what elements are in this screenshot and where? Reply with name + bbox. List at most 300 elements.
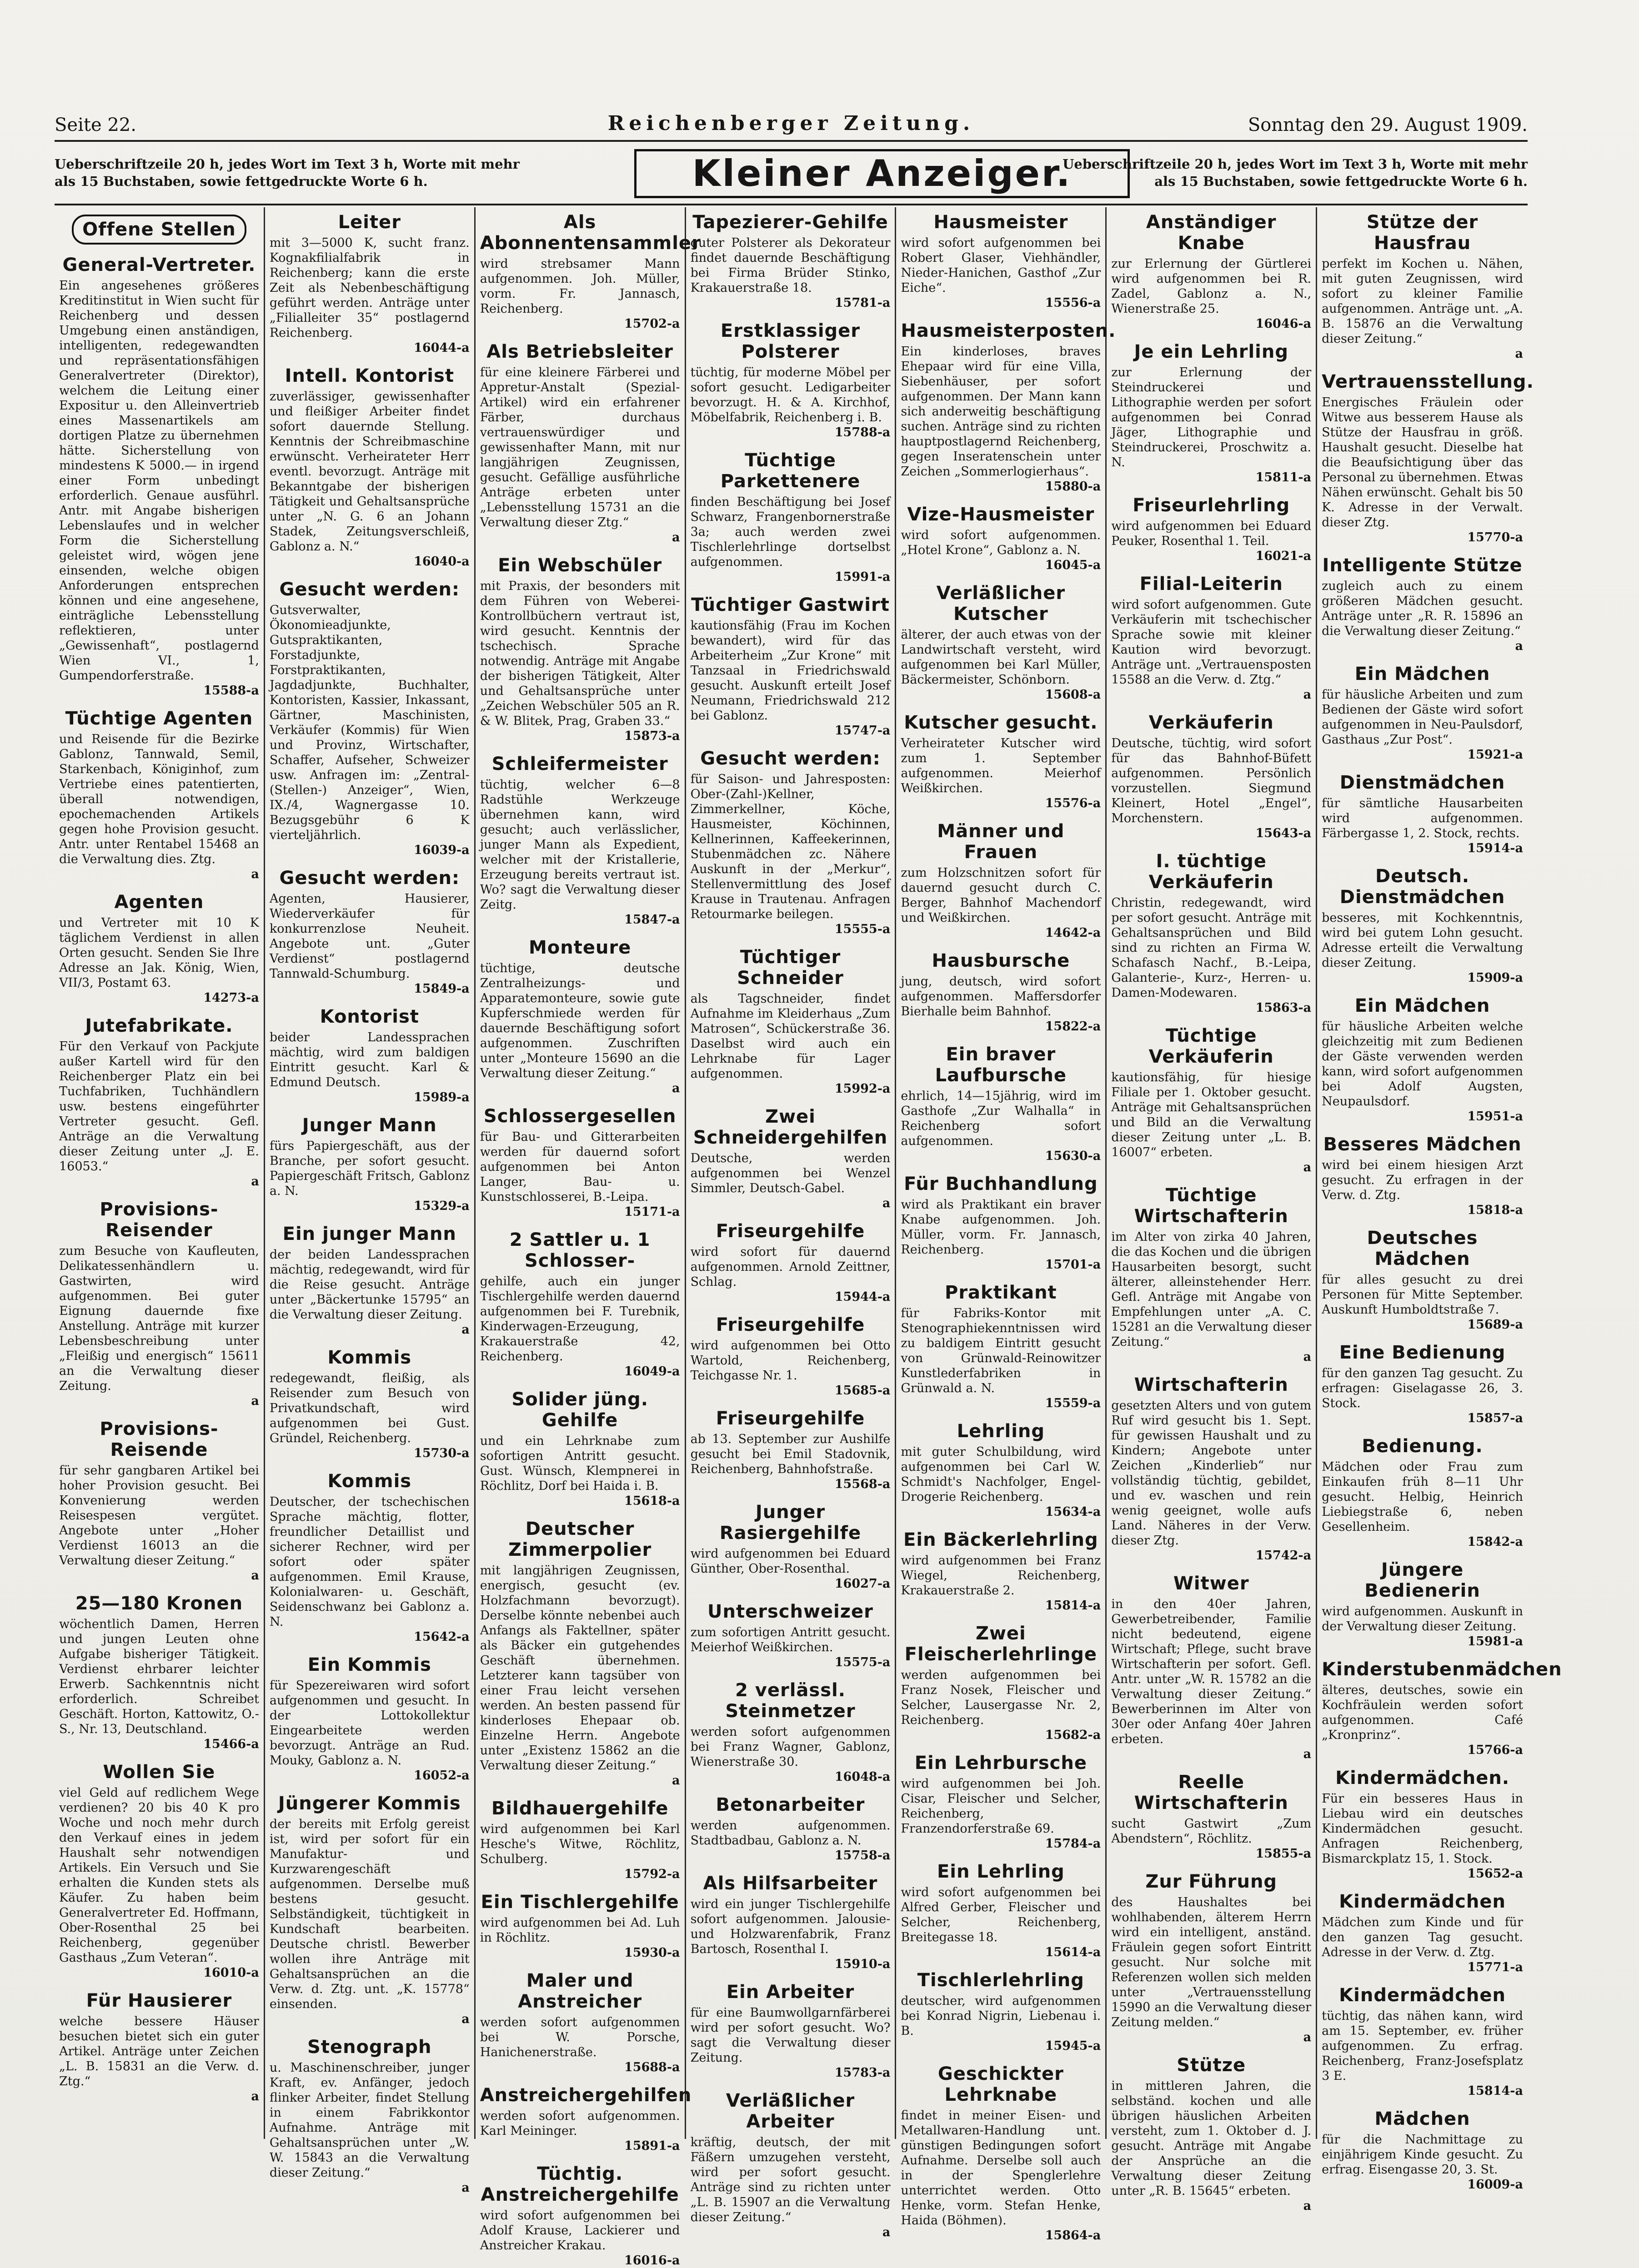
column-5 (896, 207, 1116, 2243)
ad-text: und ein Lehrknabe zum sofortigen Antritt gesucht. Gust. Wünsch, Klempnerei in Röchlitz, Dorf bei Haida i. B. (480, 1434, 680, 1493)
classified-ad (691, 1408, 891, 1492)
ad-title: Männer und Frauen (937, 821, 1065, 863)
ad-text: zum sofortigen Antritt gesucht. Meierhof Weißkirchen. (690, 1625, 891, 1654)
ad-title: Schlossergesellen (483, 1106, 677, 1127)
ad-code: a (1303, 1350, 1312, 1364)
ad-code: 14273-a (203, 991, 259, 1005)
ad-text: gesetzten Alters und von gutem Ruf wird gesucht bis 1. Sept. für gewissen Haushalt und zu Kindern; Angebote unter Zeichen „Kinderlieb“ nur vollständig tüchtig, gebildet, und ev. waschen und rein wenig geeignet, wolle aufs Land. Näheres in der Verw. dieser Ztg. (1111, 1399, 1312, 1548)
ad-code: a (1515, 639, 1523, 653)
ad-code: 16021-a (1255, 549, 1312, 563)
classified-ad (270, 579, 470, 858)
ad-code: 15909-a (1467, 971, 1523, 985)
ad-text: älterer, der auch etwas von der Landwirtschaft versteht, wird aufgenommen bei Karl Müller, Bäckermeister, Schönborn. (901, 628, 1101, 687)
classified-ad (1111, 1573, 1311, 1762)
ad-code: 15783-a (834, 2066, 891, 2080)
ad-code: 15702-a (624, 317, 680, 331)
ad-code: a (251, 1569, 259, 1583)
ad-title: Kinderstubenmädchen (1322, 1659, 1562, 1680)
ad-code: a (461, 1323, 470, 1337)
ad-title: Deutsches Mädchen (1367, 1228, 1478, 1269)
ad-text: wird sofort aufgenommen. „Hotel Krone“, Gablonz a. N. (901, 528, 1101, 557)
ad-text: älteres, deutsches, sowie ein Kochfräulein werden sofort aufgenommen. Café „Kronprinz“. (1322, 1683, 1523, 1742)
column-3 (476, 207, 701, 2268)
classified-ad (1322, 1768, 1523, 1881)
ad-code: 15575-a (834, 1655, 891, 1669)
ad-title: Als Betriebsleiter (486, 341, 673, 362)
ad-title: Hausmeister (933, 212, 1068, 233)
ad-code: a (461, 2181, 470, 2195)
ad-title: Ein Mädchen (1354, 995, 1490, 1016)
ad-title: Kontorist (320, 1006, 419, 1027)
ad-text: Verheirateter Kutscher wird zum 1. September aufgenommen. Meierhof Weißkirchen. (901, 736, 1101, 795)
ad-code: 15701-a (1045, 1258, 1101, 1272)
ad-text: werden sofort aufgenommen bei W. Porsche, Hanichenerstraße. (480, 2015, 680, 2059)
ad-code: 15811-a (1255, 470, 1312, 485)
ad-code: 15784-a (1045, 1837, 1101, 1851)
ad-title: General-Vertreter. (62, 255, 256, 275)
ad-title: Kommis (327, 1471, 412, 1492)
classified-ad (1322, 1559, 1523, 1649)
ad-text: der beiden Landessprachen mächtig, redegewandt, wird für die Reise gesucht. Anträge unter „Bäckertunke 15795“ an die Verwaltung dieser Zeitung. (269, 1248, 470, 1322)
classified-ad (480, 1106, 680, 1219)
ad-code: 15788-a (834, 425, 891, 440)
ad-code: a (251, 2089, 259, 2103)
ad-text: sucht Gastwirt „Zum Abendstern“, Röchlitz. (1111, 1817, 1312, 1846)
ad-text: beider Landessprachen mächtig, wird zum baldigen Eintritt gesucht. Karl & Edmund Deutsch. (269, 1030, 470, 1089)
classified-ad (1322, 995, 1523, 1124)
ad-text: guter Polsterer als Dekorateur findet dauernde Beschäftigung bei Firma Brüder Stinko, Krakauerstraße 18. (690, 236, 891, 295)
ad-text: besseres, mit Kochkenntnis, wird bei gutem Lohn gesucht. Adresse erteilt die Verwaltung dieser Zeitung. (1322, 911, 1523, 970)
ad-text: wird sofort aufgenommen bei Adolf Krause, Lackierer und Anstreicher Krakau. (480, 2208, 680, 2253)
classified-ad (59, 1990, 259, 2104)
classified-ad (270, 1224, 470, 1337)
ad-title: Dienstmädchen (1339, 772, 1505, 793)
classified-ad (480, 1389, 680, 1509)
ad-code: 15944-a (834, 1290, 891, 1304)
ad-text: Für ein besseres Haus in Liebau wird ein deutsches Kindermädchen gesucht. Anfragen Reichenberg, Bismarckplatz 15, 1. Stock. (1322, 1792, 1523, 1866)
classified-ad (691, 1680, 891, 1784)
rate-note-left: Ueberschriftzeile 20 h, jedes Wort im Text 3 h, Worte mit mehr als 15 Buchstaben, sowie fettgedruckte Worte 6 h. (55, 156, 520, 189)
classified-ad (1322, 1134, 1523, 1218)
column-6 (1107, 207, 1317, 2213)
classified-ad (691, 1106, 891, 1211)
classified-ad (480, 1970, 680, 2075)
ad-title: Ein Bäckerlehrling (903, 1529, 1098, 1550)
ad-text: des Haushaltes bei wohlhabenden, älterem Herrn wird ein intelligent, anständ. Fräulein gegen sofort Eintritt gesucht. Nur solche mit Referenzen wollen sich melden unter „Vertrauensstellung 15990 an die Verwaltung dieser Zeitung melden.“ (1111, 1895, 1312, 2029)
classified-ad (901, 1421, 1101, 1519)
ad-title: Zwei Schneidergehilfen (693, 1106, 888, 1148)
classified-ad (1322, 555, 1523, 654)
ad-title: Bildhauergehilfe (491, 1798, 669, 1819)
classified-ad (270, 1115, 470, 1214)
ad-code: a (1303, 1160, 1312, 1174)
ad-text: jung, deutsch, wird sofort aufgenommen. Maffersdorfer Bierhalle beim Bahnhof. (901, 974, 1101, 1019)
ad-title: Kindermädchen (1339, 1985, 1506, 2006)
ad-text: wird strebsamer Mann aufgenommen. Joh. Müller, vorm. Fr. Jannasch, Reichenberg. (480, 257, 680, 316)
classified-ad (1322, 772, 1523, 856)
column-4 (686, 207, 897, 2239)
ad-code: a (1303, 688, 1312, 702)
ad-text: wöchentlich Damen, Herren und jungen Leuten ohne Aufgabe bisheriger Tätigkeit. Verdienst ehrbarer leichter Erwerb. Sachkenntnis nicht erforderlich. Schreibet Geschäft. Horton, Kattowitz, O.-S., Nr. 13, Deutschland. (59, 1617, 259, 1736)
column-1 (55, 207, 265, 2139)
ad-title: Leiter (338, 212, 401, 233)
ad-title: Gesucht werden: (279, 579, 460, 600)
ad-code: 15685-a (834, 1384, 891, 1398)
ad-text: zum Holzschnitzen sofort für dauernd gesucht durch C. Berger, Bahnhof Machendorf und Weißkirchen. (901, 866, 1101, 925)
ad-code: 15652-a (1467, 1867, 1523, 1881)
ad-code: 15688-a (624, 2060, 680, 2074)
ad-text: Deutsche, tüchtig, wird sofort für das Bahnhof-Büfett aufgenommen. Persönlich vorzustellen. Siegmund Kleinert, Hotel „Engel“, Morchenstern. (1111, 736, 1312, 825)
ad-text: für eine Baumwollgarnfärberei wird per sofort gesucht. Wo? sagt die Verwaltung dieser Zeitung. (690, 2006, 891, 2065)
ad-code: a (672, 1081, 680, 1095)
ad-title: I. tüchtige Verkäuferin (1148, 851, 1274, 893)
ad-title: Bedienung. (1362, 1436, 1483, 1457)
ad-code: 15792-a (624, 1867, 680, 1881)
ad-text: für häusliche Arbeiten welche gleichzeitig mit zum Bedienen der Gäste verwenden werden kann, wird sofort aufgenommen bei Adolf Augsten, Neupaulsdorf. (1322, 1019, 1523, 1109)
classified-ad (1111, 574, 1311, 702)
ad-title: Wollen Sie (103, 1762, 216, 1783)
ad-text: mit guter Schulbildung, wird aufgenommen bei Carl W. Schmidt's Nachfolger, Engel-Drogerie Reichenberg. (901, 1445, 1101, 1504)
ad-title: Tüchtige Wirtschafterin (1134, 1185, 1288, 1227)
classified-ad (1111, 212, 1311, 331)
ad-text: deutscher, wird aufgenommen bei Konrad Nigrin, Liebenau i. B. (901, 1994, 1101, 2038)
ad-text: und Vertreter mit 10 K täglichem Verdienst in allen Orten gesucht. Senden Sie Ihre Adresse an Jak. König, Wien, VII/3, Postamt 63. (59, 916, 259, 990)
ad-code: 15951-a (1467, 1109, 1523, 1124)
ad-text: für Saison- und Jahresposten: Ober-(Zahl-)Kellner, Zimmerkellner, Köche, Hausmeister, Köchinnen, Kellnerinnen, Kaffeekerinnen, Stubenmädchen zc. Nähere Auskunft in der „Merkur“, Stellenvermittlung des Josef Krause in Trautenau. Anfragen Retourmarke beilegen. (690, 772, 891, 921)
classified-ad (59, 892, 259, 1005)
ad-title: Anständiger Knabe (1146, 212, 1277, 254)
ad-code: 15588-a (203, 684, 259, 698)
ad-text: welche bessere Häuser besuchen bietet sich ein guter Artikel. Anträge unter Zeichen „L. B. 15831 an die Verw. d. Ztg.“ (59, 2014, 259, 2088)
ad-code: 15864-a (1045, 2228, 1101, 2243)
ad-code: 15818-a (1467, 1203, 1523, 1217)
classified-ad (1322, 1436, 1523, 1549)
ad-code: 15849-a (414, 982, 470, 996)
ad-code: a (672, 530, 680, 545)
ad-code: 15576-a (1045, 796, 1101, 810)
ad-text: Agenten, Hausierer, Wiederverkäufer für konkurrenzlose Neuheit. Angebote unt. „Guter Verdienst“ postlagernd Tannwald-Schumburg. (269, 892, 470, 981)
ad-text: zur Erlernung der Gürtlerei wird aufgenommen bei R. Zadel, Gablonz a. N., Wienerstraße 25. (1111, 257, 1312, 316)
classified-ad (1111, 1871, 1311, 2045)
ad-text: für Bau- und Gitterarbeiten werden für dauernd sofort aufgenommen bei Anton Langer, Bau- u. Kunstschlosserei, B.-Leipa. (480, 1130, 680, 1204)
ad-text: mit langjährigen Zeugnissen, energisch, gesucht (ev. Holzfachmann bevorzugt). Derselbe könnte nebenbei auch Anfangs als Faktellner, später als Bäcker ein gutgehendes Geschäft übernehmen. Letzterer kann tagsüber von einer Frau leicht versehen werden. An besten passend für kinderloses Ehepaar ob. Einzelne Herrn. Angebote unter „Existenz 15862 an die Verwaltung dieser Zeitung.“ (480, 1564, 680, 1773)
ad-text: tüchtig, das nähen kann, wird am 15. September, ev. früher aufgenommen. Zu erfrag. Reichenberg, Franz-Josefsplatz 3 E. (1322, 2009, 1523, 2083)
ad-code: 15559-a (1045, 1396, 1101, 1410)
ad-code: 16044-a (414, 341, 470, 355)
ad-code: a (251, 1394, 259, 1408)
ad-code: 15329-a (414, 1199, 470, 1213)
ad-code: 15945-a (1045, 2039, 1101, 2053)
ad-text: für sehr gangbaren Artikel bei hoher Provision gesucht. Bei Konvenierung werden Reisespesen vergütet. Angebote unter „Hoher Verdienst 16013 an die Verwaltung dieser Zeitung.“ (59, 1464, 259, 1568)
ad-title: Tüchtiger Schneider (737, 947, 844, 989)
ad-title: Als Hilfsarbeiter (703, 1873, 878, 1894)
classified-ad (691, 1873, 891, 1972)
ad-title: Wirtschafterin (1134, 1374, 1288, 1395)
ad-text: wird sofort aufgenommen bei Alfred Gerber, Fleischer und Selcher, Reichenberg, Breitegasse 18. (901, 1885, 1101, 1944)
classified-ad (1322, 1985, 1523, 2098)
ad-title: Ein Lehrling (937, 1861, 1065, 1882)
ad-title: Junger Mann (302, 1115, 437, 1136)
ad-title: Hausmeisterposten. (901, 320, 1116, 341)
classified-ad (901, 2063, 1101, 2243)
ad-text: Deutscher, der tschechischen Sprache mächtig, flotter, freundlicher Detaillist und sicherer Rechner, wird per sofort oder später aufgenommen. Emil Krause, Kolonialwaren- u. Geschäft, Seidenschwanz bei Gablonz a. N. (269, 1495, 470, 1629)
ad-text: mit Praxis, der besonders mit dem Führen von Weberei-Kontrollbüchern vertraut ist, wird gesucht. Kenntnis der tschechisch. Sprache notwendig. Anträge mit Angabe der bisherigen Tätigkeit, Alter und Gehaltsansprüche unter „Zeichen Webschüler 505 an R. & W. Blitek, Prag, Graben 33.“ (480, 579, 680, 728)
ad-text: für die Nachmittage zu einjährigem Kinde gesucht. Zu erfrag. Eisengasse 20, 3. St. (1322, 2133, 1523, 2177)
ad-title: Solider jüng. Gehilfe (511, 1389, 648, 1431)
ad-code: 15822-a (1045, 1019, 1101, 1034)
ad-title: Zur Führung (1145, 1871, 1278, 1892)
classified-ad (901, 1753, 1101, 1851)
ad-code: 16039-a (414, 843, 470, 857)
classified-ad (1111, 1025, 1311, 1175)
ad-code: 14642-a (1045, 926, 1101, 940)
classified-ad (901, 1282, 1101, 1411)
ad-text: zuverlässiger, gewissenhafter und fleißiger Arbeiter findet sofort dauernde Stellung. Kenntnis der Schreibmaschine erwünscht. Verheirateter Herr eventl. bevorzugt. Anträge mit Bekanntgabe der bisherigen Tätigkeit und Gehaltsansprüche unter „N. G. 6 an Johann Stadek, Zeitungsverschleiß, Gablonz a. N.“ (269, 390, 470, 554)
ad-title: Eine Bedienung (1339, 1342, 1506, 1363)
ad-code: 15568-a (834, 1477, 891, 1491)
ad-code: 15991-a (834, 570, 891, 584)
classified-ad (1322, 1228, 1523, 1332)
ad-title: Erstklassiger Polsterer (720, 320, 861, 362)
ad-text: wird aufgenommen bei Franz Wiegel, Reichenberg, Krakauerstraße 2. (901, 1554, 1101, 1598)
ad-title: Deutsch. Dienstmädchen (1339, 866, 1505, 908)
classified-ad (691, 1502, 891, 1591)
classified-ad (901, 583, 1101, 702)
classified-ad (691, 1982, 891, 2080)
ad-title: Filial-Leiterin (1139, 574, 1283, 594)
ad-code: 15608-a (1045, 688, 1101, 702)
ad-code: a (882, 2225, 891, 2239)
classified-ad (1322, 1891, 1523, 1975)
ad-text: tüchtig, welcher 6—8 Radstühle Werkzeuge übernehmen kann, wird gesucht; auch verlässlicher, junger Mann als Expedient, welcher mit der Kristallerie, Erzeugung bereits vertraut ist. Wo? sagt die Verwaltung dieser Zeitg. (480, 778, 680, 912)
classified-ad (691, 1314, 891, 1398)
ad-text: wird aufgenommen bei Ad. Luh in Röchlitz. (480, 1916, 680, 1945)
ad-code: 15643-a (1255, 826, 1312, 840)
ad-title: Betonarbeiter (716, 1794, 865, 1815)
classified-ad (270, 1793, 470, 2027)
ad-title: Intelligente Stütze (1322, 555, 1523, 576)
ad-title: 2 verlässl. Steinmetzer (725, 1680, 856, 1722)
ad-code: a (251, 867, 259, 881)
ad-code: 15682-a (1045, 1728, 1101, 1742)
ad-title: Anstreichergehilfen (480, 2085, 692, 2106)
ad-title: Ein Arbeiter (726, 1982, 855, 2003)
ad-text: werden sofort aufgenommen bei Franz Wagner, Gablonz, Wienerstraße 30. (690, 1725, 891, 1769)
classified-ad (1111, 341, 1311, 485)
ad-text: und Reisende für die Bezirke Gablonz, Tannwald, Semil, Starkenbach, Königinhof, zum Vertriebe eines patentierten, überall notwendigen, epochemachenden Artikels gegen hohe Provision gesucht. Antr. unter Rentabel 15468 an die Verwaltung dies. Ztg. (59, 732, 259, 866)
classified-ad (1111, 1185, 1311, 1364)
ad-title: Friseurlehrling (1133, 495, 1290, 516)
classified-ad (59, 1015, 259, 1189)
ad-title: Ein Mädchen (1354, 664, 1490, 684)
ad-title: Provisions-Reisender (100, 1199, 219, 1241)
ad-code: 16009-a (1467, 2178, 1523, 2192)
classified-ad (691, 1221, 891, 1304)
ad-text: wird sofort für dauernd aufgenommen. Arnold Zeittner, Schlag. (690, 1245, 891, 1289)
ad-title: 25—180 Kronen (75, 1593, 243, 1614)
ad-title: Ein Kommis (307, 1654, 431, 1675)
ad-title: Für Buchhandlung (904, 1174, 1098, 1194)
classified-ad (901, 320, 1116, 494)
classified-ad (480, 2163, 680, 2268)
classified-ad (691, 2090, 891, 2240)
classified-ad (1111, 1374, 1311, 1563)
ad-code: 15770-a (1467, 530, 1523, 545)
classified-ad (691, 1794, 891, 1863)
classified-ad (270, 868, 470, 996)
classified-ad (480, 754, 680, 927)
ad-title: Tüchtig. Anstreichergehilfe (481, 2163, 679, 2205)
ad-code: 16046-a (1255, 317, 1312, 331)
ad-text: für Spezereiwaren wird sofort aufgenommen und gesucht. In der Lottokollektur Eingearbeitete werden bevorzugt. Anträge an Rud. Mouky, Gablonz a. N. (269, 1679, 470, 1768)
ad-code: 15857-a (1467, 1411, 1523, 1425)
classified-ad (691, 594, 891, 738)
ad-text: Christin, redegewandt, wird per sofort gesucht. Anträge mit Gehaltsansprüchen und Bild sind zu richten an Firma W. Schafasch Nachf., B.-Leipa, Galanterie-, Kurz-, Herren- u. Damen-Modewaren. (1111, 896, 1312, 1000)
ad-title: Friseurgehilfe (716, 1408, 865, 1429)
ad-title: Friseurgehilfe (716, 1314, 865, 1335)
ad-code: 16052-a (414, 1768, 470, 1783)
page-header (55, 108, 1528, 142)
ad-code: 15781-a (834, 296, 891, 310)
ad-text: fürs Papiergeschäft, aus der Branche, per sofort gesucht. Papiergeschäft Fritsch, Gablonz a. N. (269, 1139, 470, 1198)
classified-ad (1322, 1659, 1562, 1758)
ad-title: Intell. Kontorist (285, 365, 454, 386)
ad-text: wird ein junger Tischlergehilfe sofort aufgenommen. Jalousie- und Holzwarenfabrik, Franz Bartosch, Rosenthal I. (690, 1897, 891, 1956)
ad-title: Verläßlicher Arbeiter (726, 2090, 855, 2132)
ad-title: Jüngere Bedienerin (1364, 1559, 1480, 1601)
classified-ad (1322, 212, 1523, 361)
classified-ad (59, 1593, 259, 1752)
classified-ad (480, 1229, 680, 1379)
classified-ad (1111, 851, 1311, 1015)
ad-code: 16010-a (203, 1966, 259, 1980)
classified-ad (480, 1892, 680, 1960)
ad-text: wird aufgenommen bei Joh. Cisar, Fleischer und Selcher, Reichenberg, Franzendorferstraße 69. (901, 1777, 1101, 1836)
ad-code: 15689-a (1467, 1318, 1523, 1332)
ad-code: a (1303, 1747, 1312, 1761)
classified-ad (901, 950, 1101, 1034)
ad-text: Ein angesehenes größeres Kreditinstitut in Wien sucht für Reichenberg und dessen Umgebung einen anständigen, intelligenten, redegewandten und repräsentationsfähigen Generalvertreter (Direktor), welchem die Leitung einer Expositur u. den Alleinvertrieb eines Massenartikels am dortigen Platze zu übernehmen hätte. Sicherstellung von mindestens K 5000.— in irgend einer Form unbedingt erforderlich. Genaue ausführl. Antr. mit Angabe bisherigen Lebenslaufes und in welcher Form die Sicherstellung geleistet wird, wögen jene einsenden, welche obigen Anforderungen entsprechen können und eine angesehene, einträgliche Lebensstellung reflektieren, unter „Gewissenhaft“, postlagernd Wien VI., 1, Gumpendorferstraße. (59, 279, 259, 683)
ad-text: u. Maschinenschreiber, junger Kraft, ev. Anfänger, jedoch flinker Arbeiter, findet Stellung in einem Fabrikkontor Aufnahme. Anträge mit Gehaltsansprüchen unter „W. W. 15843 an die Verwaltung dieser Zeitung.“ (269, 2061, 470, 2180)
ad-code: 15873-a (624, 729, 680, 743)
ad-title: Ein Lehrbursche (914, 1753, 1087, 1773)
ad-code: 15730-a (414, 1446, 470, 1460)
classified-ad (59, 1419, 259, 1583)
classified-ad (901, 1970, 1101, 2053)
ad-code: 15847-a (624, 913, 680, 927)
classified-ad (1322, 371, 1534, 545)
ad-text: mit 3—5000 K, sucht franz. Kognakfilialfabrik in Reichenberg; kann die erste Zeit als Nebenbeschäftigung geführt werden. Anträge unter „Filialleiter 35“ postlagernd Reichenberg. (269, 236, 470, 340)
ad-title: Stenograph (307, 2037, 432, 2058)
ad-code: 15910-a (834, 1957, 891, 1971)
ad-code: 15556-a (1045, 296, 1101, 310)
section-heading (59, 215, 259, 245)
ad-code: 15555-a (834, 922, 891, 936)
ad-code: 15630-a (1045, 1149, 1101, 1163)
classified-ad (480, 555, 680, 744)
ad-text: Mädchen zum Kinde und für den ganzen Tag gesucht. Adresse in der Verw. d. Ztg. (1322, 1915, 1523, 1959)
ad-title: Ein junger Mann (282, 1224, 456, 1244)
classified-ad (480, 1519, 680, 1788)
ad-text: wird aufgenommen bei Karl Hesche's Witwe, Röchlitz, Schulberg. (480, 1822, 680, 1866)
ad-title: Stütze (1177, 2055, 1246, 2076)
ad-code: 15747-a (834, 724, 891, 738)
ad-code: 15921-a (1467, 748, 1523, 762)
ad-title: Für Hausierer (86, 1990, 232, 2011)
classified-ad (270, 1471, 470, 1644)
ad-code: 15930-a (624, 1946, 680, 1960)
ad-text: tüchtige, deutsche Zentralheizungs- und Apparatemonteure, sowie gute Kupferschmiede werden für dauernde Beschäftigung sofort aufgenommen. Zuschriften unter „Monteure 15690 an die Verwaltung dieser Zeitung.“ (480, 961, 680, 1080)
ad-code: 15880-a (1045, 480, 1101, 494)
ad-code: 15742-a (1255, 1549, 1312, 1563)
ad-code: 15992-a (834, 1082, 891, 1096)
classified-ad (691, 320, 891, 440)
ad-title: Tapezierer-Gehilfe (692, 212, 888, 233)
classified-ad (901, 1529, 1101, 1613)
ad-text: Mädchen oder Frau zum Einkaufen früh 8—11 Uhr gesucht. Helbig, Heinrich Liebiegstraße 6, neben Gesellenheim. (1322, 1460, 1523, 1534)
ad-title: Zwei Fleischerlehrlinge (904, 1623, 1098, 1665)
ad-title: Hausbursche (932, 950, 1070, 971)
ad-code: 15771-a (1467, 1960, 1523, 1974)
ad-title: Jutefabrikate. (85, 1015, 233, 1036)
ad-title: Schleifermeister (491, 754, 668, 774)
classified-ad (691, 212, 891, 310)
ad-text: für alles gesucht zu drei Personen für Mitte September. Auskunft Humboldtstraße 7. (1322, 1273, 1523, 1317)
ad-title: Unterschweizer (707, 1601, 873, 1622)
ad-code: 16027-a (834, 1577, 891, 1591)
classified-ad (901, 1623, 1101, 1743)
ad-text: ehrlich, 14—15jährig, wird im Gasthofe „Zur Walhalla“ in Reichenberg sofort aufgenommen. (901, 1089, 1101, 1148)
ad-title: Als Abonnentensammler (480, 212, 701, 254)
ad-text: perfekt im Kochen u. Nähen, mit guten Zeugnissen, wird sofort zu kleiner Familie aufgenommen. Anträge unt. „A. B. 15876 an die Verwaltung dieser Zeitung.“ (1322, 257, 1523, 346)
ad-title: Mädchen (1374, 2108, 1470, 2129)
ad-title: Lehrling (957, 1421, 1045, 1442)
classified-ad (691, 947, 891, 1096)
ad-title: Tüchtiger Gastwirt (691, 594, 890, 615)
ad-title: Witwer (1173, 1573, 1249, 1594)
ad-code: 15642-a (414, 1630, 470, 1644)
classified-ad (901, 1861, 1101, 1960)
ad-text: werden sofort aufgenommen. Karl Meininger. (480, 2109, 680, 2138)
ad-title: Tischlerlehrling (917, 1970, 1084, 1991)
classified-ad (1111, 712, 1311, 841)
ad-text: als Tagschneider, findet Aufnahme im Kleiderhaus „Zum Matrosen“, Schückerstraße 36. Daselbst wird auch ein Lehrknabe für Lager aufgenommen. (690, 992, 891, 1081)
ad-code: a (1515, 347, 1523, 361)
ad-title: Verläßlicher Kutscher (936, 583, 1066, 624)
ad-title: Stütze der Hausfrau (1366, 212, 1479, 254)
classified-ad (270, 2037, 470, 2195)
ad-title: Monteure (528, 937, 632, 958)
ad-text: für den ganzen Tag gesucht. Zu erfragen: Giselagasse 26, 3. Stock. (1322, 1366, 1523, 1410)
classified-ad (59, 1762, 259, 1980)
ad-code: a (882, 1196, 891, 1210)
classified-ad (691, 450, 891, 584)
ad-title: Reelle Wirtschafterin (1134, 1772, 1288, 1813)
classified-ad (270, 1347, 470, 1461)
ad-code: 15814-a (1045, 1599, 1101, 1613)
classified-ad (480, 1798, 680, 1882)
classified-ad (901, 212, 1101, 310)
ad-title: Verkäuferin (1148, 712, 1274, 733)
classified-ad (691, 748, 891, 937)
ad-text: gehilfe, auch ein junger Tischlergehilfe werden dauernd aufgenommen bei F. Turebnik, Kinderwagen-Erzeugung, Krakauerstraße 42, Reichenberg. (480, 1274, 680, 1364)
ad-title: Je ein Lehrling (1134, 341, 1288, 362)
rate-note-right: Ueberschriftzeile 20 h, jedes Wort im Text 3 h, Worte mit mehr als 15 Buchstaben, sowie fettgedruckte Worte 6 h. (1063, 156, 1528, 189)
ad-title: Vize-Hausmeister (907, 504, 1095, 525)
ad-title: Ein Webschüler (498, 555, 662, 576)
section-banner (55, 146, 1528, 205)
ad-title: Junger Rasiergehilfe (719, 1502, 862, 1544)
